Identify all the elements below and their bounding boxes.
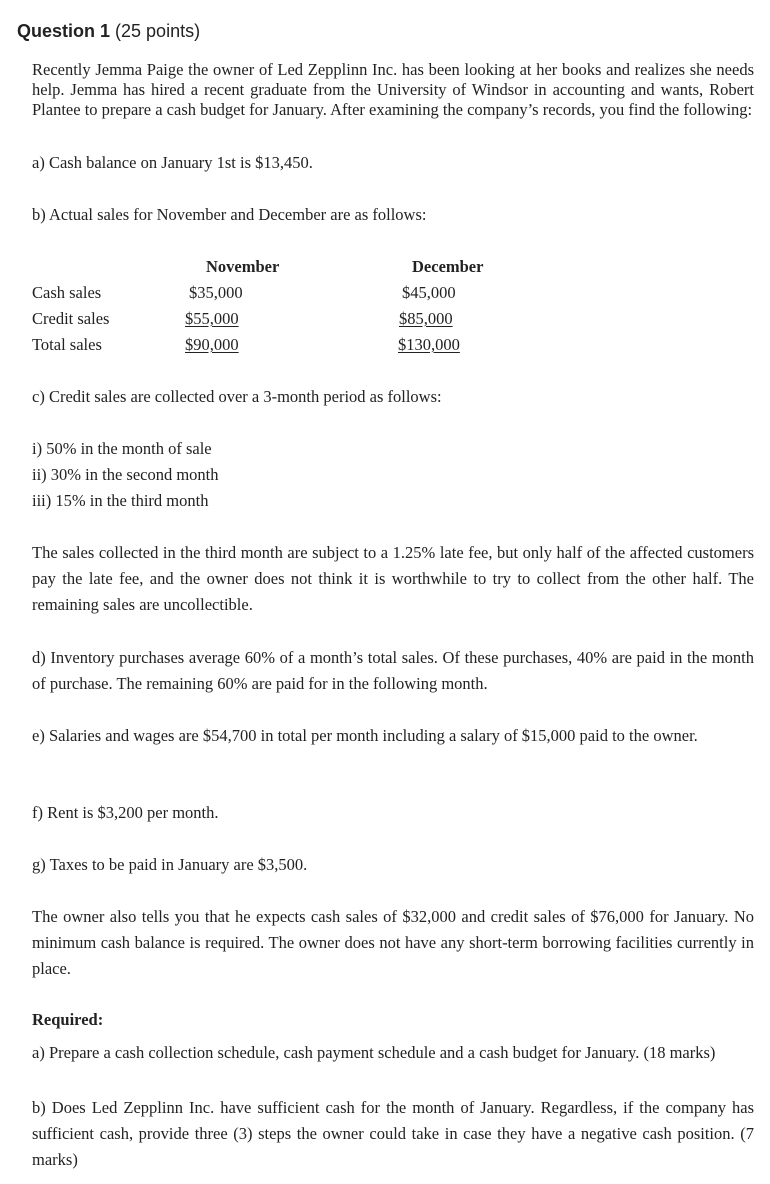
- total-sales-november: $90,000: [185, 335, 239, 354]
- item-f-rent: f) Rent is $3,200 per month.: [32, 803, 219, 822]
- collection-step-2: ii) 30% in the second month: [32, 465, 219, 484]
- collection-step-3: iii) 15% in the third month: [32, 491, 209, 510]
- header-november: November: [206, 257, 280, 276]
- cash-sales-november: $35,000: [189, 283, 243, 302]
- owner-note-paragraph: The owner also tells you that he expects cash sales of $32,000 and credit sales of $76,000 for January. No minimum cash balance is required. The owner does not have any short-term borrowing facilities currently in place.: [32, 907, 754, 978]
- credit-sales-november: $55,000: [185, 309, 239, 328]
- collection-step-1: i) 50% in the month of sale: [32, 439, 212, 458]
- item-e-salaries: e) Salaries and wages are $54,700 in total per month including a salary of $15,000 paid to the owner.: [32, 726, 698, 745]
- header-december: December: [412, 257, 484, 276]
- item-c-credit-collection: c) Credit sales are collected over a 3-month period as follows:: [32, 387, 442, 406]
- intro-paragraph: Recently Jemma Paige the owner of Led Zepplinn Inc. has been looking at her books and realizes she needs help. Jemma has hired a recent graduate from the University of Windsor in accounting and wants, Robert Plantee to prepare a cash budget for January. After examining the company’s records, you find the following:: [32, 60, 754, 119]
- credit-sales-december: $85,000: [399, 309, 453, 328]
- question-number: Question 1: [17, 21, 111, 41]
- item-a-cash-balance: a) Cash balance on January 1st is $13,450.: [32, 153, 313, 172]
- row-label-credit-sales: Credit sales: [32, 309, 110, 328]
- row-label-cash-sales: Cash sales: [32, 283, 102, 302]
- item-b-actual-sales: b) Actual sales for November and December are as follows:: [32, 205, 427, 224]
- required-part-a: a) Prepare a cash collection schedule, cash payment schedule and a cash budget for January. (18 marks): [32, 1043, 716, 1062]
- required-part-b: b) Does Led Zepplinn Inc. have sufficient cash for the month of January. Regardless, if the company has sufficient cash, provide three (3) steps the owner could take in case they have a negative cash position. (7 marks): [32, 1098, 754, 1169]
- question-points: (25 points): [115, 21, 201, 41]
- item-g-taxes: g) Taxes to be paid in January are $3,500.: [32, 855, 308, 874]
- cash-sales-december: $45,000: [402, 283, 456, 302]
- question-title: [17, 21, 200, 42]
- item-d-inventory: d) Inventory purchases average 60% of a month’s total sales. Of these purchases, 40% are paid in the month of purchase. The remaining 60% are paid for in the following month.: [32, 648, 754, 693]
- row-label-total-sales: Total sales: [32, 335, 102, 354]
- late-fee-paragraph: The sales collected in the third month are subject to a 1.25% late fee, but only half of the affected customers pay the late fee, and the owner does not think it is worthwhile to try to collect from the other half. The remaining sales are uncollectible.: [32, 543, 754, 614]
- required-heading: Required:: [32, 1010, 104, 1029]
- total-sales-december: $130,000: [398, 335, 460, 354]
